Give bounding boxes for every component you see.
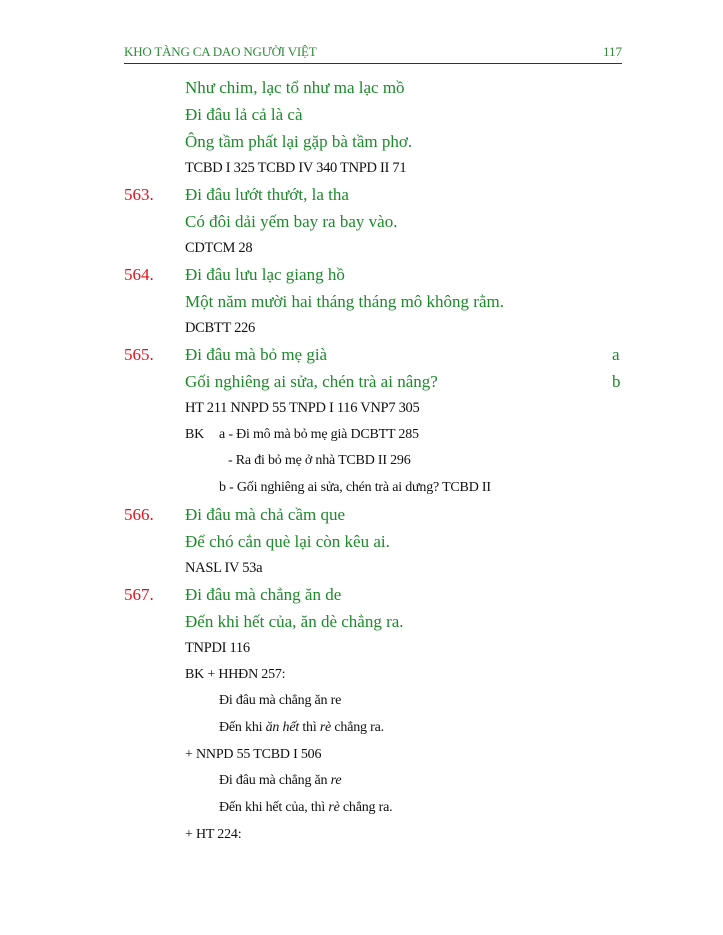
variant-note (219, 800, 392, 816)
variant-note: a - Đi mô mà bỏ mẹ già DCBTT 285 (219, 427, 419, 442)
verse-line: Đi đâu mà chả cầm que (185, 505, 346, 524)
source-reference: HT 211 NNPD 55 TNPD I 116 VNP7 305 (185, 400, 420, 416)
verse-line: Để chó cắn què lại còn kêu ai. (185, 532, 390, 551)
note-emphasis: rè (319, 720, 332, 735)
verse-line: Gối nghiêng ai sửa, chén trà ai nâng? (185, 372, 438, 391)
page-number: 117 (602, 44, 622, 59)
verse-line: Như chim, lạc tổ như ma lạc mồ (185, 78, 405, 97)
variant-note: b - Gối nghiêng ai sửa, chén trà ai dưng? TCBD II (219, 480, 491, 495)
verse-line: Đi đâu mà bỏ mẹ già (185, 345, 328, 364)
running-title: KHO TÀNG CA DAO NGƯỜI VIỆT (124, 44, 317, 59)
entry-number: 564. (124, 265, 154, 284)
verse-line: Đến khi hết của, ăn dè chẳng ra. (185, 612, 404, 631)
variant-label: BK + HHĐN 257: (185, 667, 286, 682)
variant-note (219, 720, 384, 736)
note-text: chẳng ra. (339, 800, 393, 815)
entry-number: 566. (124, 505, 154, 524)
note-text: Đến khi (219, 720, 266, 735)
line-marker: a (612, 345, 620, 364)
note-emphasis: re (330, 773, 342, 788)
variant-label: BK (185, 427, 205, 442)
source-reference: TCBD I 325 TCBD IV 340 TNPD II 71 (185, 160, 407, 176)
line-marker: b (612, 372, 621, 391)
source-reference: DCBTT 226 (185, 320, 255, 336)
verse-line: Đi đâu lướt thướt, la tha (185, 185, 349, 204)
note-text: Đến khi hết của, thì (219, 800, 329, 815)
page-header (124, 44, 622, 64)
note-emphasis: rè (328, 800, 340, 815)
note-text: thì (299, 720, 320, 735)
variant-note: - Ra đi bỏ mẹ ở nhà TCBD II 296 (228, 453, 411, 468)
verse-line: Có đôi dải yếm bay ra bay vào. (185, 212, 398, 231)
note-text: Đi đâu mà chẳng ăn (219, 773, 331, 788)
variant-label: + HT 224: (185, 827, 242, 842)
verse-line: Đi đâu lưu lạc giang hồ (185, 265, 345, 284)
source-reference: CDTCM 28 (185, 240, 253, 256)
variant-label: + NNPD 55 TCBD I 506 (185, 747, 322, 762)
source-reference: TNPDI 116 (185, 640, 250, 656)
entry-number: 563. (124, 185, 154, 204)
entry-number: 567. (124, 585, 154, 604)
verse-line: Đi đâu lả cả là cà (185, 105, 303, 124)
verse-line: Một năm mười hai tháng tháng mô không rằm. (185, 292, 504, 311)
verse-line: Ông tầm phất lại gặp bà tầm phơ. (185, 132, 413, 151)
verse-line: Đi đâu mà chẳng ăn de (185, 585, 342, 604)
variant-note (219, 773, 341, 789)
variant-note: Đi đâu mà chẳng ăn re (219, 693, 342, 708)
source-reference: NASL IV 53a (185, 560, 263, 576)
entry-number: 565. (124, 345, 154, 364)
note-text: chẳng ra. (331, 720, 384, 735)
note-emphasis: ăn hết (265, 720, 300, 735)
